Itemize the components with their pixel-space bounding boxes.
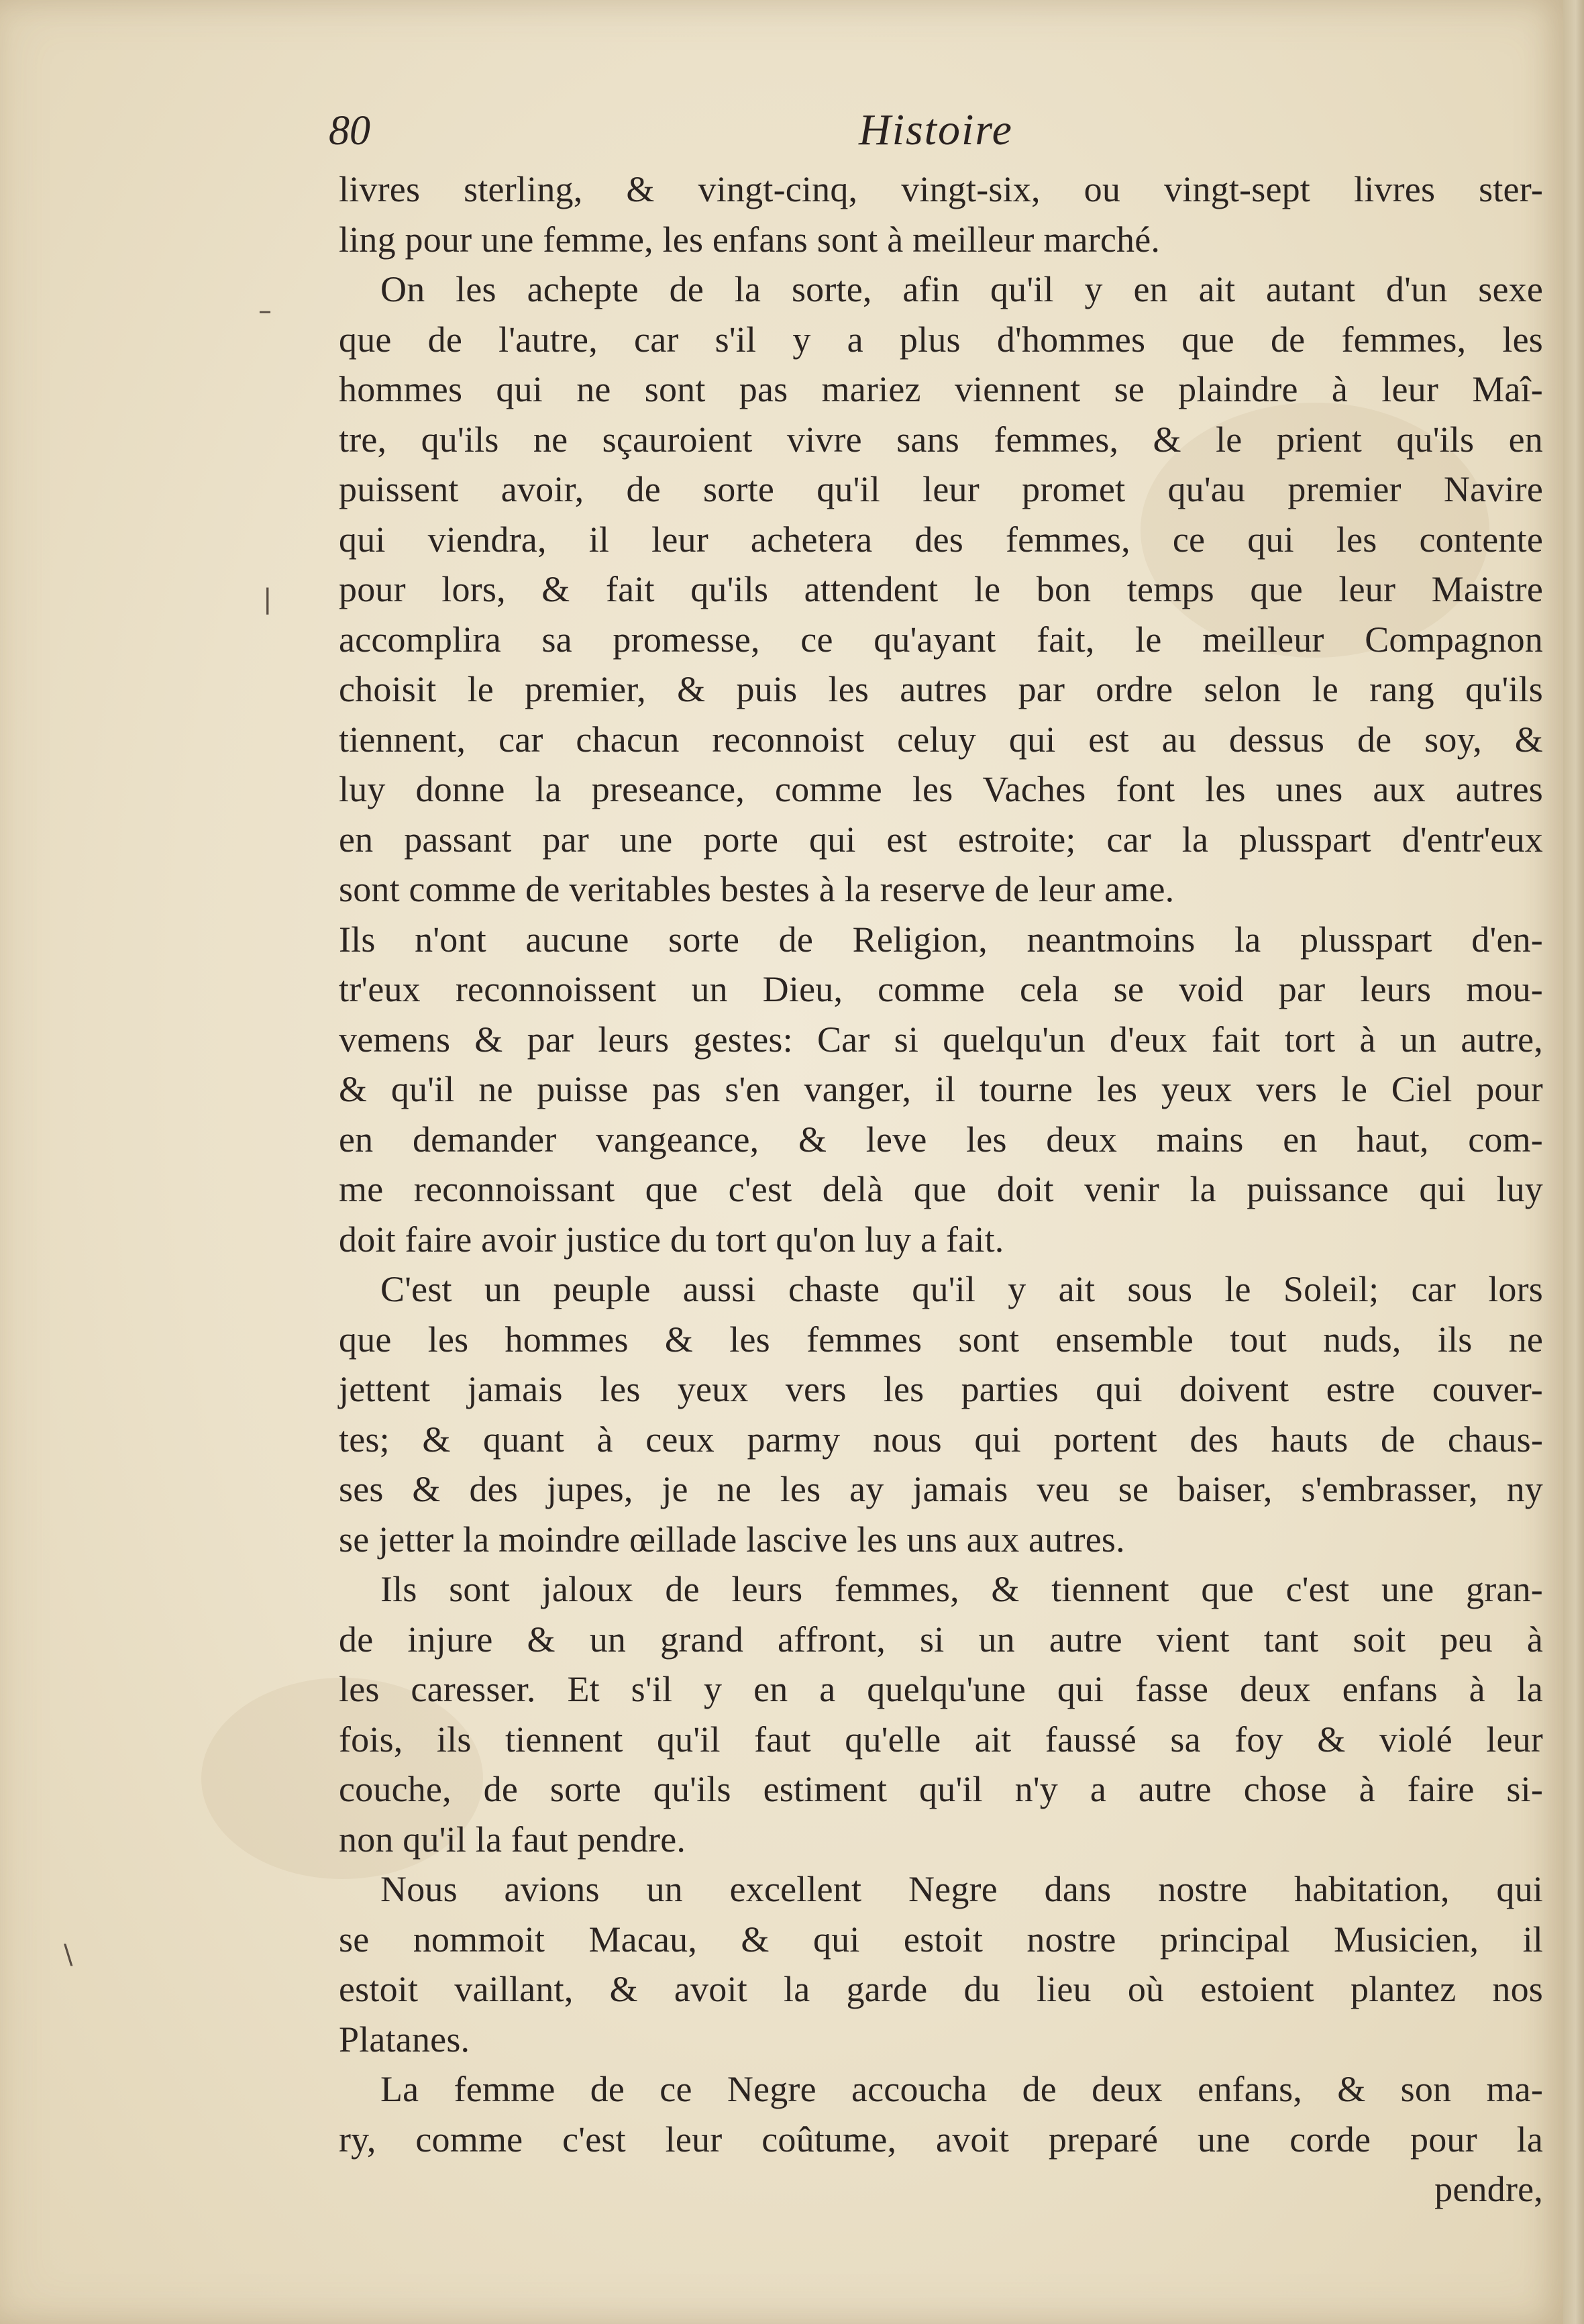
- text-line: les caresser. Et s'il y en a quelqu'une qui fasse deux enfans à la: [339, 1669, 1543, 1709]
- catchword: pendre,: [1434, 2169, 1543, 2209]
- text-line: vemens & par leurs gestes: Car si quelqu'un d'eux fait tort à un autre,: [339, 1019, 1543, 1060]
- text-line: Nous avions un excellent Negre dans nostre habitation, qui: [380, 1869, 1543, 1909]
- body-text: [339, 164, 1543, 2215]
- text-line: doit faire avoir justice du tort qu'on luy a fait.: [339, 1219, 1004, 1260]
- text-line: non qu'il la faut pendre.: [339, 1819, 686, 1860]
- text-line: me reconnoissant que c'est delà que doit venir la puissance qui luy: [339, 1169, 1543, 1209]
- text-line: pour lors, & fait qu'ils attendent le bon temps que leur Maistre: [339, 569, 1543, 609]
- text-line: accomplira sa promesse, ce qu'ayant fait, le meilleur Compagnon: [339, 619, 1543, 660]
- text-line: de injure & un grand affront, si un autre vient tant soit peu à: [339, 1619, 1543, 1660]
- margin-mark: \: [64, 1939, 73, 1970]
- text-line: tes; & quant à ceux parmy nous qui portent des hauts de chaus-: [339, 1419, 1543, 1460]
- text-line: ses & des jupes, je ne les ay jamais veu se baiser, s'embrasser, ny: [339, 1469, 1543, 1509]
- text-line: Ils sont jaloux de leurs femmes, & tiennent que c'est une gran-: [380, 1569, 1543, 1609]
- text-line: tr'eux reconnoissent un Dieu, comme cela se void par leurs mou-: [339, 969, 1543, 1009]
- text-line: qui viendra, il leur achetera des femmes, ce qui les contente: [339, 519, 1543, 560]
- text-line: que de l'autre, car s'il y a plus d'hommes que de femmes, les: [339, 319, 1543, 360]
- text-line: tiennent, car chacun reconnoist celuy qui est au dessus de soy, &: [339, 719, 1543, 760]
- text-line: que les hommes & les femmes sont ensemble tout nuds, ils ne: [339, 1319, 1543, 1360]
- text-line: Ils n'ont aucune sorte de Religion, neantmoins la plusspart d'en-: [339, 919, 1543, 960]
- text-line: Platanes.: [339, 2019, 470, 2060]
- text-line: tre, qu'ils ne sçauroient vivre sans femmes, & le prient qu'ils en: [339, 419, 1543, 460]
- text-line: ling pour une femme, les enfans sont à meilleur marché.: [339, 219, 1161, 260]
- page-edge: [1563, 0, 1584, 2324]
- text-line: & qu'il ne puisse pas s'en vanger, il tourne les yeux vers le Ciel pour: [339, 1069, 1543, 1109]
- text-line: se jetter la moindre œillade lascive les uns aux autres.: [339, 1519, 1125, 1560]
- text-line: choisit le premier, & puis les autres par ordre selon le rang qu'ils: [339, 669, 1543, 709]
- text-line: On les achepte de la sorte, afin qu'il y en ait autant d'un sexe: [380, 269, 1543, 309]
- running-title: Histoire: [859, 105, 1013, 154]
- text-line: La femme de ce Negre accoucha de deux enfans, & son ma-: [380, 2069, 1543, 2109]
- margin-mark: |: [263, 584, 272, 615]
- text-line: couche, de sorte qu'ils estiment qu'il n'y a autre chose à faire si-: [339, 1769, 1543, 1809]
- page-header: [329, 107, 1550, 168]
- text-line: en passant par une porte qui est estroite; car la plusspart d'entr'eux: [339, 819, 1543, 860]
- text-line: luy donne la preseance, comme les Vaches font les unes aux autres: [339, 769, 1543, 809]
- text-line: sont comme de veritables bestes à la reserve de leur ame.: [339, 869, 1175, 909]
- page-number: 80: [329, 108, 370, 154]
- text-line: C'est un peuple aussi chaste qu'il y ait sous le Soleil; car lors: [380, 1269, 1543, 1309]
- text-line: se nommoit Macau, & qui estoit nostre principal Musicien, il: [339, 1919, 1543, 1960]
- text-line: en demander vangeance, & leve les deux mains en haut, com-: [339, 1119, 1543, 1160]
- text-line: fois, ils tiennent qu'il faut qu'elle ait faussé sa foy & violé leur: [339, 1719, 1543, 1760]
- text-line: hommes qui ne sont pas mariez viennent se plaindre à leur Maî-: [339, 369, 1543, 409]
- text-line: puissent avoir, de sorte qu'il leur promet qu'au premier Navire: [339, 469, 1543, 509]
- text-line: livres sterling, & vingt-cinq, vingt-six, ou vingt-sept livres ster-: [339, 169, 1543, 209]
- text-line: estoit vaillant, & avoit la garde du lieu où estoient plantez nos: [339, 1969, 1543, 2009]
- text-line: jettent jamais les yeux vers les parties qui doivent estre couver-: [339, 1369, 1543, 1409]
- text-line: ry, comme c'est leur coûtume, avoit preparé une corde pour la: [339, 2119, 1543, 2160]
- margin-mark: –: [258, 295, 272, 326]
